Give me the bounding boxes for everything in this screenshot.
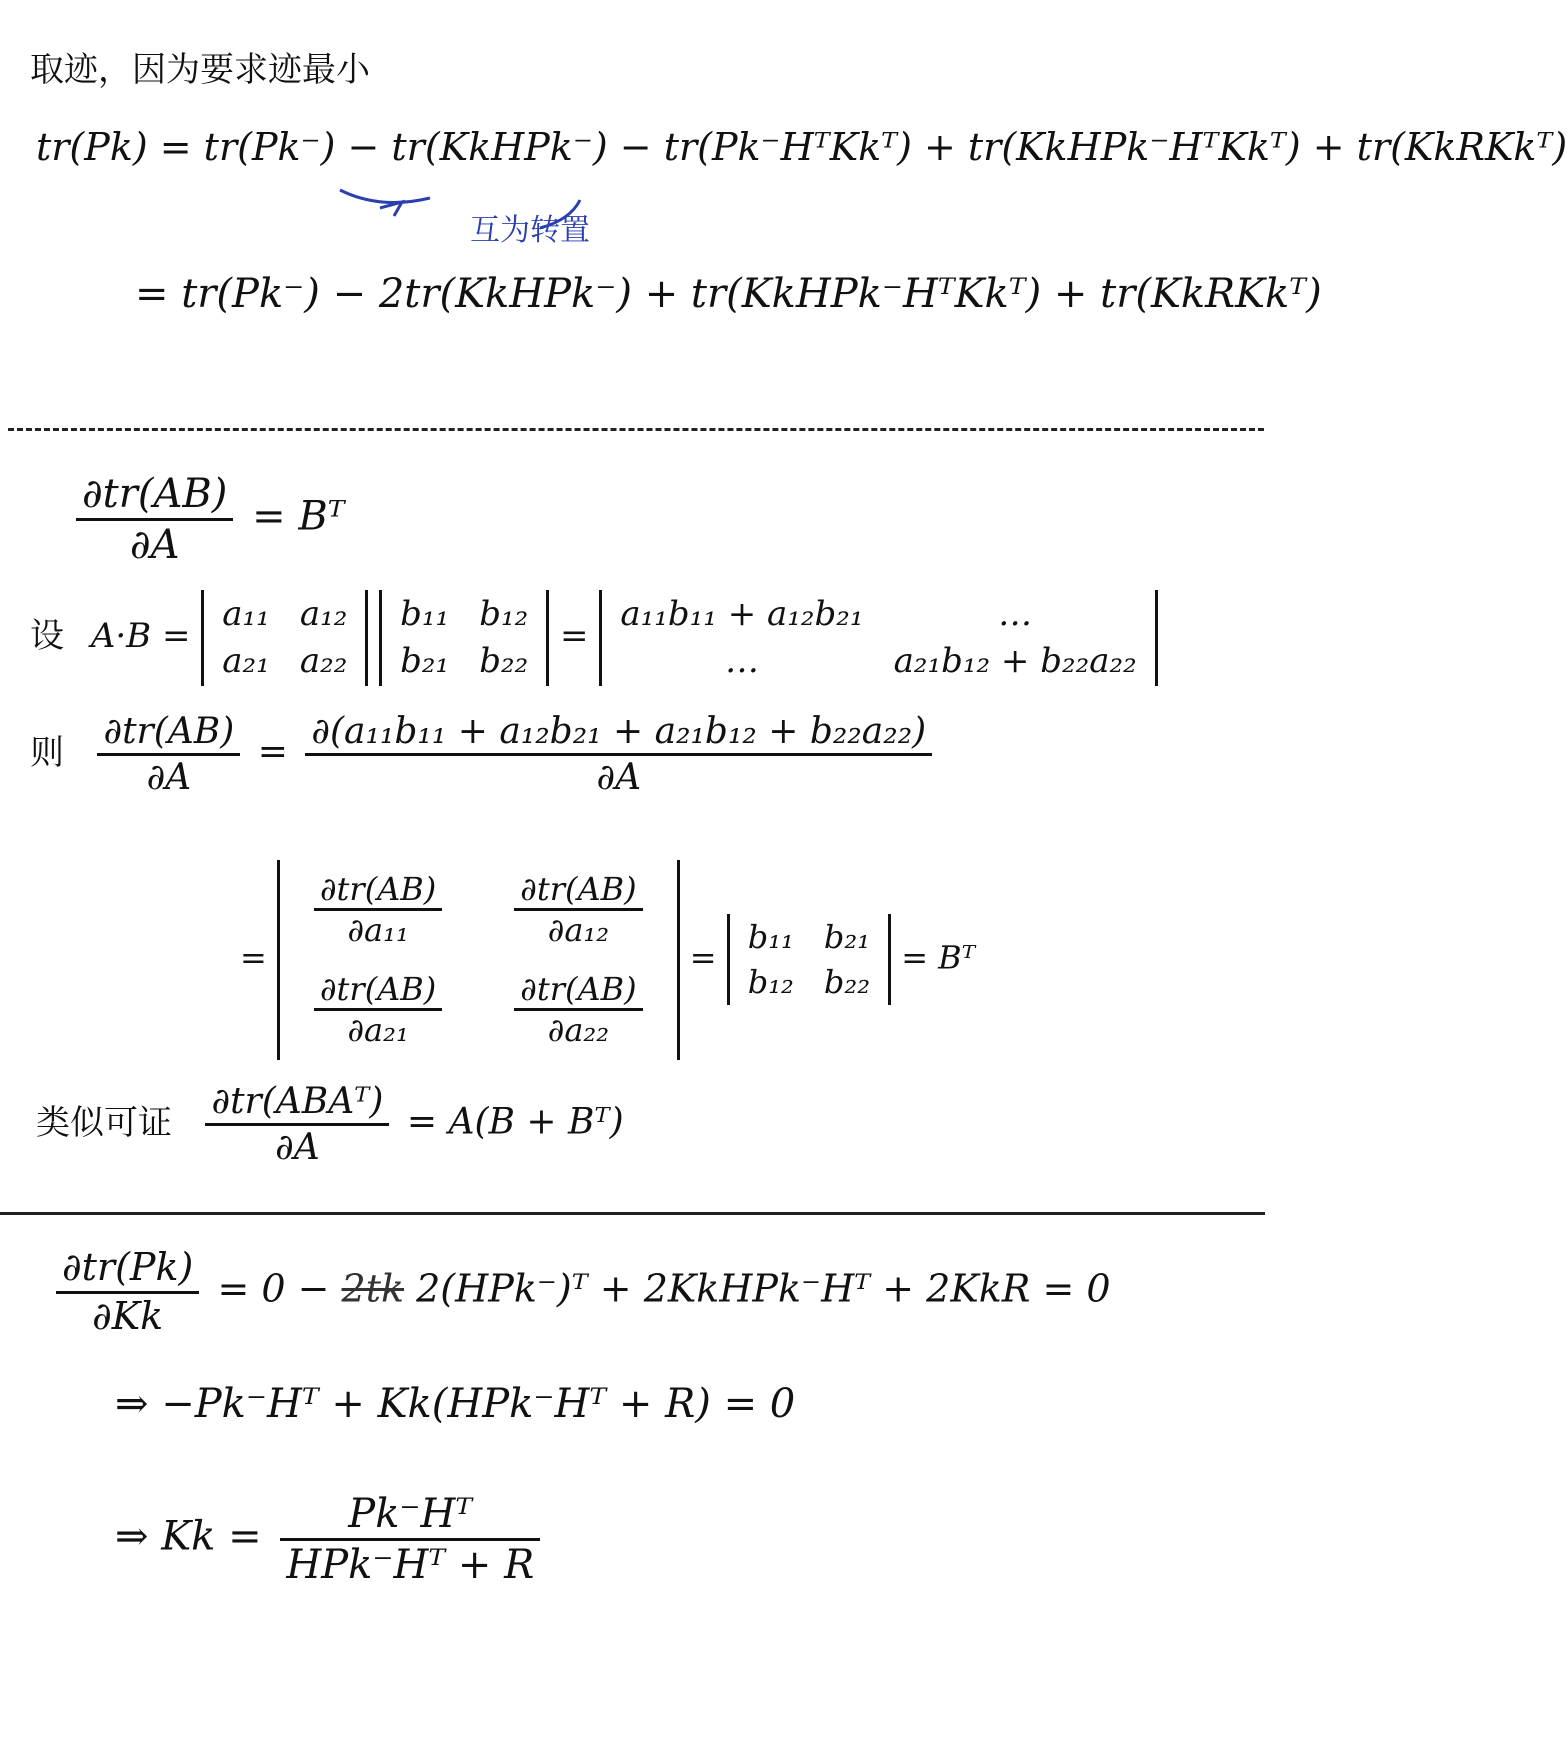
setup-label: 设 — [30, 615, 64, 656]
similar-proof — [36, 1080, 624, 1169]
derivative-cell — [314, 870, 442, 950]
result-matrix — [727, 914, 891, 1005]
result-cell: b₂₁ — [823, 918, 871, 957]
derivative-cell-den: ∂a₂₂ — [547, 1011, 610, 1050]
then-derivative — [30, 710, 938, 799]
matrix-b — [379, 590, 549, 686]
step-equals-2: = — [689, 938, 717, 977]
derivative-cell — [514, 870, 642, 950]
then-rhs-denominator: ∂A — [596, 757, 642, 799]
gain-derivative — [50, 1245, 1111, 1339]
trace-derivative-lemma — [70, 470, 345, 569]
gain-denominator: HPk⁻Hᵀ + R — [286, 1542, 535, 1588]
trace-simplified: = tr(Pk⁻) − 2tr(KkHPk⁻) + tr(KkHPk⁻HᵀKkᵀ) + tr(KkRKkᵀ) — [135, 271, 1322, 317]
gain-derivative-rhs-a: = 0 − — [217, 1266, 330, 1311]
then-lhs-denominator: ∂A — [146, 757, 192, 799]
matrix-product — [599, 590, 1157, 686]
matrix-derivative-step — [240, 860, 975, 1060]
derivative-matrix — [277, 860, 680, 1060]
lemma-denominator: ∂A — [129, 522, 180, 568]
gain-fraction — [280, 1490, 540, 1589]
derivative-cell-den: ∂a₁₂ — [547, 911, 610, 950]
result-cell: b₁₂ — [747, 962, 794, 1001]
gain-derivative-denominator: ∂Kk — [92, 1293, 164, 1338]
kalman-gain-result — [115, 1490, 546, 1589]
similar-result: = A(B + Bᵀ) — [406, 1101, 624, 1143]
product-cell: a₂₁b₁₂ + b₂₂a₂₂ — [893, 640, 1137, 681]
setup-equals: = — [560, 615, 589, 656]
derivative-cell-num: ∂tr(AB) — [514, 970, 642, 1011]
result-cell: b₂₂ — [823, 962, 871, 1001]
gain-numerator: Pk⁻Hᵀ — [280, 1490, 540, 1541]
matrix-b-cell: b₁₁ — [400, 594, 450, 634]
matrix-a-cell: a₂₂ — [299, 640, 348, 681]
matrix-b-cell: b₁₂ — [479, 594, 529, 634]
similar-fraction — [205, 1080, 389, 1169]
lemma-numerator: ∂tr(AB) — [76, 470, 233, 521]
product-cell: … — [998, 594, 1033, 634]
trace-expansion: tr(Pk) = tr(Pk⁻) − tr(KkHPk⁻) − tr(Pk⁻HᵀKkᵀ) + tr(KkHPk⁻HᵀKkᵀ) + tr(KkRKkᵀ) — [36, 125, 1567, 169]
matrix-b-cell: b₂₂ — [479, 640, 529, 681]
similar-label: 类似可证 — [36, 1102, 172, 1143]
step-equals: = — [240, 938, 267, 977]
implication-1: ⇒ −Pk⁻Hᵀ + Kk(HPk⁻Hᵀ + R) = 0 — [115, 1381, 796, 1427]
lemma-result: = Bᵀ — [252, 493, 345, 540]
gain-derivative-rhs-b: 2(HPk⁻)ᵀ + 2KkHPk⁻Hᵀ + 2KkR = 0 — [416, 1266, 1111, 1311]
then-rhs-numerator: ∂(a₁₁b₁₁ + a₁₂b₂₁ + a₂₁b₁₂ + b₂₂a₂₂) — [305, 710, 932, 756]
derivative-cell-num: ∂tr(AB) — [314, 870, 442, 911]
dashed-divider — [8, 428, 1264, 431]
then-rhs-fraction — [305, 710, 932, 799]
gain-prefix: ⇒ Kk = — [115, 1513, 262, 1560]
solid-divider — [0, 1212, 1265, 1215]
matrix-b-cell: b₂₁ — [400, 640, 450, 681]
intro-note: 取迹，因为要求迹最小 — [30, 50, 370, 90]
similar-denominator: ∂A — [275, 1127, 320, 1169]
gain-derivative-fraction — [56, 1245, 199, 1339]
matrix-a — [201, 590, 368, 686]
setup-ab: A·B = — [90, 615, 191, 656]
derivative-cell-num: ∂tr(AB) — [314, 970, 442, 1011]
derivative-cell — [514, 970, 642, 1050]
derivative-cell-den: ∂a₂₁ — [347, 1011, 409, 1050]
transpose-annotation: 互为转置 — [470, 213, 590, 248]
gain-derivative-numerator: ∂tr(Pk) — [56, 1245, 199, 1294]
result-cell: b₁₁ — [747, 918, 794, 957]
matrix-a-cell: a₂₁ — [222, 640, 270, 681]
then-equals: = — [257, 731, 288, 773]
then-lhs-numerator: ∂tr(AB) — [97, 710, 240, 756]
derivative-cell-num: ∂tr(AB) — [514, 870, 642, 911]
step-tail: = Bᵀ — [901, 938, 976, 977]
matrix-setup — [30, 590, 1158, 686]
similar-numerator: ∂tr(ABAᵀ) — [205, 1080, 389, 1126]
product-cell: … — [724, 640, 759, 681]
then-lhs-fraction — [97, 710, 240, 799]
product-cell: a₁₁b₁₁ + a₁₂b₂₁ — [620, 594, 864, 634]
lemma-fraction — [76, 470, 233, 569]
derivative-cell — [314, 970, 442, 1050]
struck-text: 2tk — [341, 1266, 405, 1311]
then-label: 则 — [30, 732, 64, 773]
matrix-a-cell: a₁₂ — [299, 594, 348, 634]
matrix-a-cell: a₁₁ — [222, 594, 270, 634]
derivative-cell-den: ∂a₁₁ — [347, 911, 409, 950]
